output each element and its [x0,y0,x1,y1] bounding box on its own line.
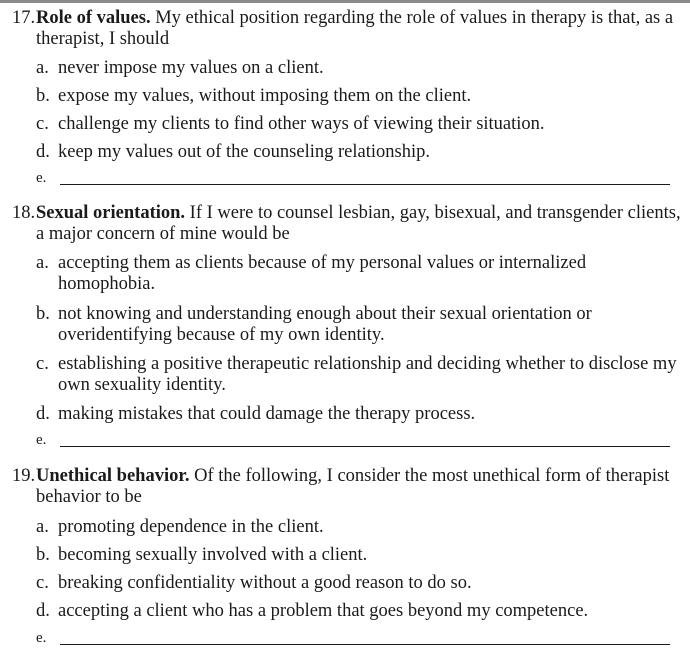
question-number: 17. [12,8,36,28]
question-title: Role of values. [36,8,151,28]
write-in-line[interactable] [60,644,670,645]
option-letter: c. [36,354,49,374]
option-letter: b. [36,545,50,565]
option-letter: d. [36,601,50,621]
option-letter: d. [36,142,50,162]
option-letter: b. [36,86,50,106]
option-letter: e. [36,432,47,448]
option-text: establishing a positive therapeutic relationship and deciding whether to disclose my own sexuality identity. [58,354,677,395]
option-text: not knowing and understanding enough about their sexual orientation or overidentifying because of my own identity. [58,304,592,345]
option-letter: e. [36,170,47,186]
option-e-write-in[interactable] [36,628,676,649]
option-letter: d. [36,404,50,424]
option-text: accepting them as clients because of my personal values or internalized homophobia. [58,253,587,294]
option-letter: c. [36,573,49,593]
question-text [36,466,681,508]
question-text [36,203,681,245]
question-title: Sexual orientation. [36,203,186,223]
write-in-line[interactable] [60,446,670,447]
option-e-write-in[interactable] [36,168,676,189]
question-title: Unethical behavior. [36,466,190,486]
question-number: 18. [12,203,36,223]
option-text: keep my values out of the counseling relationship. [58,142,430,162]
question-prompt: Of the following, I consider the most unethical form of therapist behavior to be [36,466,670,507]
option-letter: e. [36,630,47,646]
option-text: accepting a client who has a problem that goes beyond my competence. [58,601,589,621]
option-letter: a. [36,253,49,273]
option-letter: c. [36,114,49,134]
question-number: 19. [12,466,36,486]
option-text: breaking confidentiality without a good reason to do so. [58,573,472,593]
option-letter: b. [36,304,50,324]
option-text: promoting dependence in the client. [58,517,324,537]
option-letter: a. [36,58,49,78]
top-rule [0,0,690,3]
option-text: becoming sexually involved with a client. [58,545,368,565]
option-text: making mistakes that could damage the therapy process. [58,404,476,424]
option-letter: a. [36,517,49,537]
option-text: challenge my clients to find other ways of viewing their situation. [58,114,545,134]
question-text [36,8,681,50]
question-prompt: If I were to counsel lesbian, gay, bisexual, and transgender clients, a major concern of mine would be [36,203,681,244]
option-e-write-in[interactable] [36,430,676,451]
option-text: never impose my values on a client. [58,58,324,78]
option-text: expose my values, without imposing them on the client. [58,86,472,106]
question-prompt: My ethical position regarding the role of values in therapy is that, as a therapist, I should [36,8,674,49]
write-in-line[interactable] [60,184,670,185]
